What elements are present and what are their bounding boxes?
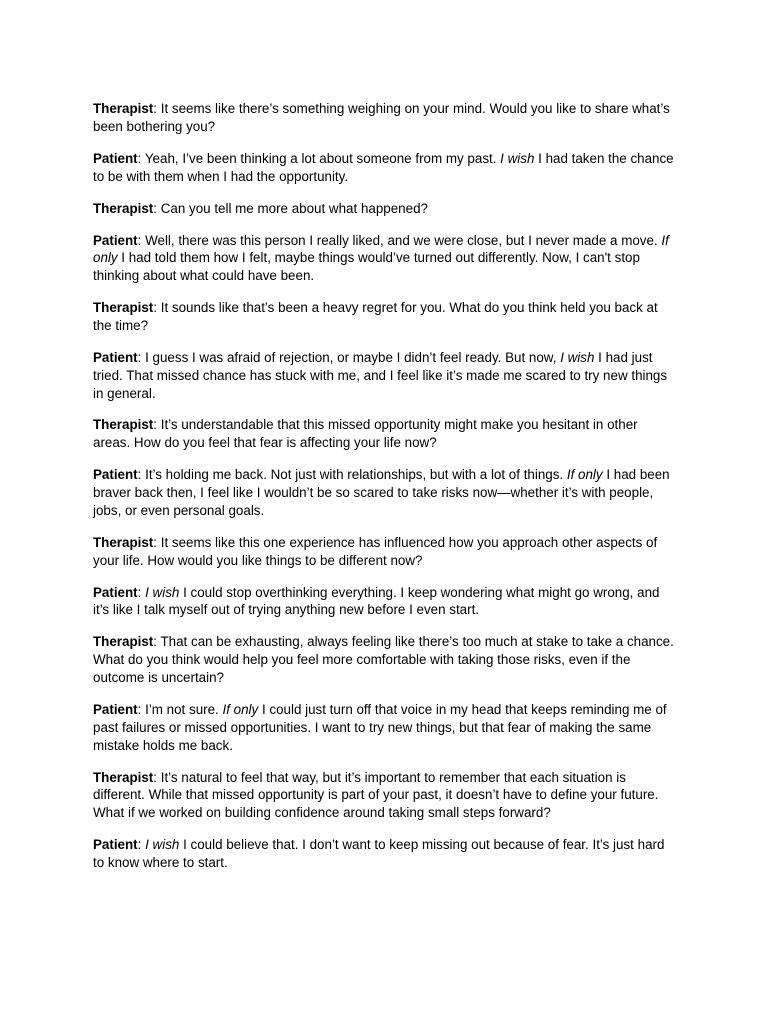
speaker-label: Therapist	[93, 101, 154, 116]
dialogue-turn-therapist	[93, 769, 678, 822]
utterance-text: I had told them how I felt, maybe things would’ve turned out differently. Now, I can't stop thinking about what could have been.	[93, 250, 640, 284]
dialogue-turn-therapist	[93, 633, 678, 686]
dialogue-turn-therapist	[93, 416, 678, 452]
emphasized-phrase: I wish	[145, 584, 180, 600]
utterance-text: :	[137, 584, 146, 600]
utterance-text: I could stop overthinking everything. I keep wondering what might go wrong, and it’s like I talk myself out of trying anything new before I even start.	[93, 584, 660, 618]
speaker-label: Therapist	[93, 769, 154, 785]
utterance-text: : I’m not sure.	[137, 701, 223, 717]
dialogue-turn-patient	[93, 701, 678, 754]
emphasized-phrase: I wish	[500, 150, 535, 166]
speaker-label: Patient	[93, 701, 138, 717]
emphasized-phrase: If only	[566, 467, 603, 483]
emphasized-phrase: I wish	[560, 349, 595, 365]
document-page	[93, 100, 678, 886]
speaker-label: Therapist	[93, 534, 154, 550]
speaker-label: Patient	[93, 837, 138, 853]
speaker-label: Therapist	[93, 417, 154, 433]
utterance-text: : It’s understandable that this missed opportunity might make you hesitant in other areas. How do you feel that fear is affecting your life now?	[93, 417, 638, 451]
speaker-label: Patient	[93, 467, 138, 483]
utterance-text: : It’s natural to feel that way, but it’s important to remember that each situation is different. While that missed opportunity is part of your past, it doesn’t have to define your future. What if we worked on building confidence around taking small steps forward?	[93, 769, 659, 821]
utterance-text: : That can be exhausting, always feeling like there’s too much at stake to take a chance. What do you think would help you feel more comfortable with taking those risks, even if the outcome is uncertain?	[93, 634, 674, 685]
dialogue-turn-patient	[93, 349, 678, 402]
utterance-text: : I guess I was afraid of rejection, or maybe I didn’t feel ready. But now,	[137, 349, 561, 365]
emphasized-phrase: If only	[93, 232, 669, 266]
utterance-text: : It sounds like that’s been a heavy regret for you. What do you think held you back at the time?	[93, 300, 658, 333]
utterance-text: : It’s holding me back. Not just with relationships, but with a lot of things.	[137, 467, 567, 483]
speaker-label: Therapist	[93, 300, 154, 316]
utterance-text: : It seems like this one experience has influenced how you approach other aspects of your life. How would you like things to be different now?	[93, 534, 658, 568]
speaker-label: Patient	[93, 232, 138, 248]
utterance-text: : Yeah, I’ve been thinking a lot about someone from my past.	[137, 150, 501, 166]
dialogue-turn-patient	[93, 150, 678, 186]
utterance-text: : Well, there was this person I really liked, and we were close, but I never made a move.	[137, 232, 662, 248]
dialogue-turn-therapist	[93, 534, 678, 570]
utterance-text: :	[137, 837, 146, 853]
speaker-label: Patient	[93, 150, 138, 166]
dialogue-turn-patient	[93, 466, 678, 519]
dialogue-turn-patient	[93, 232, 678, 285]
utterance-text: I could believe that. I don’t want to keep missing out because of fear. It’s just hard to know where to start.	[93, 837, 665, 870]
emphasized-phrase: If only	[222, 701, 259, 717]
utterance-text: I had been braver back then, I feel like I wouldn’t be so scared to take risks now—whether it’s with people, jobs, or even personal goals.	[93, 467, 670, 518]
speaker-label: Therapist	[93, 200, 154, 216]
dialogue-transcript	[93, 100, 678, 872]
utterance-text: : It seems like there’s something weighing on your mind. Would you like to share what’s been bothering you?	[93, 101, 670, 134]
emphasized-phrase: I wish	[145, 837, 180, 853]
speaker-label: Patient	[93, 584, 138, 600]
utterance-text: I had just tried. That missed chance has stuck with me, and I feel like it’s made me scared to try new things in general.	[93, 349, 668, 401]
dialogue-turn-patient	[93, 584, 678, 620]
dialogue-turn-therapist	[93, 100, 678, 136]
dialogue-turn-therapist	[93, 200, 678, 218]
utterance-text: : Can you tell me more about what happened?	[153, 200, 428, 216]
dialogue-turn-patient	[93, 836, 678, 872]
utterance-text: I could just turn off that voice in my head that keeps reminding me of past failures or missed opportunities. I want to try new things, but that fear of making the same mistake holds me back.	[93, 701, 667, 753]
speaker-label: Patient	[93, 349, 138, 365]
speaker-label: Therapist	[93, 634, 154, 650]
dialogue-turn-therapist	[93, 299, 678, 335]
utterance-text: I had taken the chance to be with them when I had the opportunity.	[93, 150, 674, 184]
